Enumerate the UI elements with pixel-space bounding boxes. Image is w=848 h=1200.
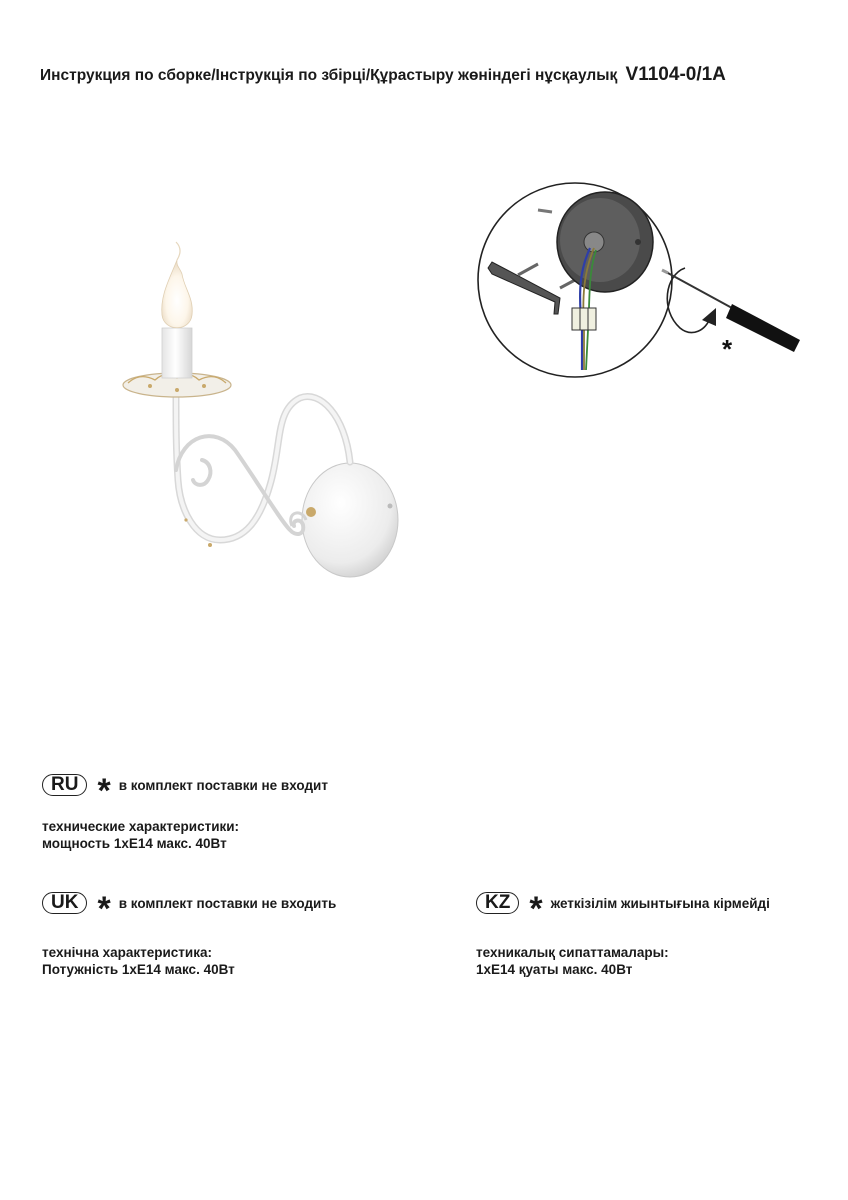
- kz-badge: KZ: [476, 892, 519, 914]
- page-title: [40, 64, 820, 86]
- wall-sconce-image: [110, 240, 410, 590]
- asterisk-icon: *: [529, 890, 543, 928]
- asterisk-icon: *: [97, 772, 111, 810]
- ru-spec-title: технические характеристики:: [42, 819, 240, 834]
- uk-note: в комплект поставки не входить: [118, 895, 337, 911]
- asterisk-icon: *: [97, 890, 111, 928]
- kz-section: [476, 888, 770, 978]
- uk-section: [42, 888, 336, 978]
- ru-spec-value: мощность 1хЕ14 макс. 40Вт: [42, 836, 227, 851]
- mounting-diagram: [470, 180, 815, 380]
- uk-spec-value: Потужність 1хЕ14 макс. 40Вт: [42, 962, 235, 977]
- ru-section: [42, 770, 328, 852]
- uk-spec-title: технічна характеристика:: [42, 945, 212, 960]
- kz-note: жеткізілім жиынтығына кірмейді: [550, 895, 770, 911]
- model-number: V1104-0/1A: [625, 64, 726, 85]
- uk-badge: UK: [42, 892, 87, 914]
- ru-note: в комплект поставки не входит: [118, 777, 328, 793]
- kz-specs: [476, 944, 770, 978]
- ru-badge: RU: [42, 774, 87, 796]
- ru-specs: [42, 818, 328, 852]
- kz-spec-title: техникалық сипаттамалары:: [476, 945, 669, 960]
- kz-spec-value: 1хЕ14 қуаты макс. 40Вт: [476, 962, 633, 977]
- title-text: Инструкция по сборке/Інструкція по збірці/Құрастыру жөніндегі нұсқаулық: [40, 67, 618, 84]
- svg-text:*: *: [722, 334, 733, 364]
- uk-specs: [42, 944, 336, 978]
